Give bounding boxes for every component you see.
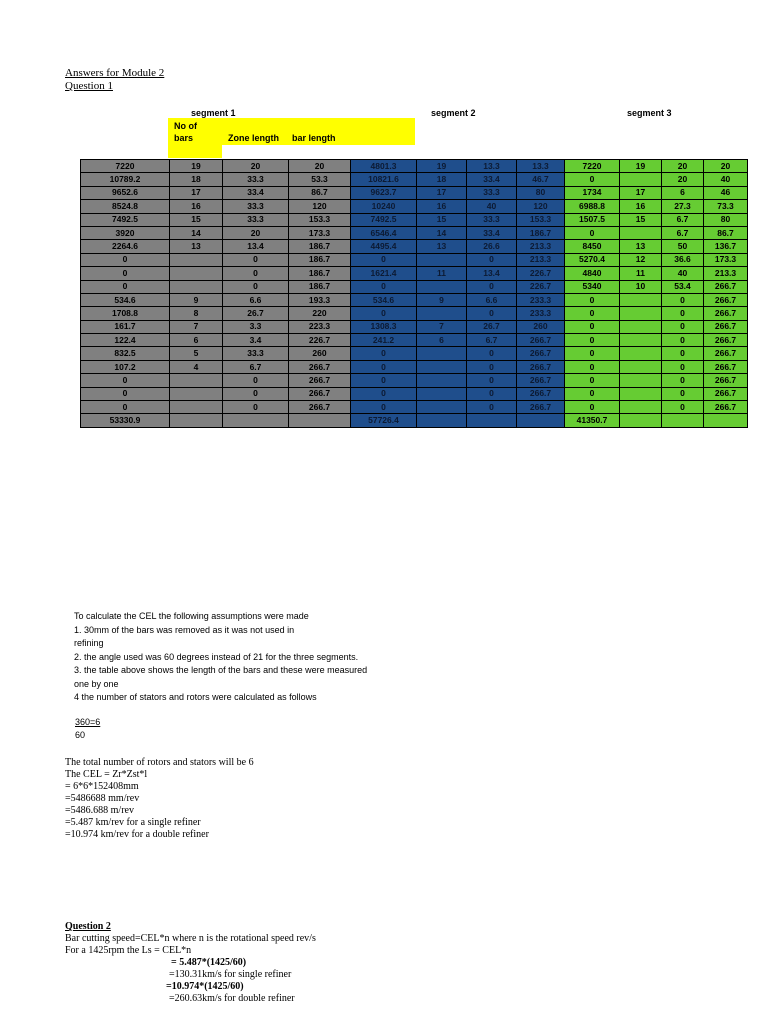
table-cell: 9 — [417, 293, 467, 306]
table-cell: 186.7 — [517, 226, 565, 239]
table-cell: 0 — [467, 401, 517, 414]
table-cell: 0 — [223, 374, 289, 387]
table-cell: 57726.4 — [351, 414, 417, 427]
table-cell: 46.7 — [517, 173, 565, 186]
table-cell: 10821.6 — [351, 173, 417, 186]
table-cell: 0 — [223, 387, 289, 400]
table-cell: 266.7 — [704, 401, 748, 414]
table-cell: 7492.5 — [81, 213, 170, 226]
table-cell: 173.3 — [289, 226, 351, 239]
table-cell: 0 — [565, 293, 620, 306]
table-row — [81, 387, 748, 400]
table-cell — [417, 347, 467, 360]
table-cell: 213.3 — [517, 253, 565, 266]
table-cell: 832.5 — [81, 347, 170, 360]
table-row — [81, 186, 748, 199]
table-cell: 120 — [289, 200, 351, 213]
table-cell: 19 — [620, 160, 662, 173]
table-cell: 4 — [170, 360, 223, 373]
table-cell: 153.3 — [289, 213, 351, 226]
table-cell: 5270.4 — [565, 253, 620, 266]
table-cell: 6.6 — [467, 293, 517, 306]
table-cell: 0 — [467, 360, 517, 373]
table-cell: 0 — [565, 387, 620, 400]
table-cell: 10240 — [351, 200, 417, 213]
table-cell: 136.7 — [704, 240, 748, 253]
table-cell — [620, 307, 662, 320]
table-cell: 266.7 — [517, 374, 565, 387]
table-cell: 0 — [223, 253, 289, 266]
q2-line: =10.974*(1425/60) — [166, 981, 244, 992]
table-cell: 5 — [170, 347, 223, 360]
table-row — [81, 334, 748, 347]
table-cell: 223.3 — [289, 320, 351, 333]
table-cell: 260 — [289, 347, 351, 360]
table-cell: 6546.4 — [351, 226, 417, 239]
table-cell: 266.7 — [704, 387, 748, 400]
table-cell: 14 — [417, 226, 467, 239]
assumptions-notes — [74, 610, 434, 705]
note-line: To calculate the CEL the following assumptions were made — [74, 611, 309, 621]
table-cell: 266.7 — [517, 387, 565, 400]
table-cell: 8 — [170, 307, 223, 320]
table-cell — [417, 401, 467, 414]
table-cell — [620, 360, 662, 373]
table-cell: 0 — [351, 280, 417, 293]
table-cell: 53330.9 — [81, 414, 170, 427]
table-cell: 8450 — [565, 240, 620, 253]
table-cell — [170, 387, 223, 400]
table-cell: 186.7 — [289, 253, 351, 266]
table-cell: 226.7 — [517, 280, 565, 293]
cel-line: =5486688 mm/rev — [65, 793, 140, 804]
table-cell — [417, 307, 467, 320]
table-cell: 4801.3 — [351, 160, 417, 173]
table-cell: 27.3 — [662, 200, 704, 213]
module-title: Answers for Module 2 — [65, 67, 165, 79]
note-line: refining — [74, 638, 104, 648]
table-cell: 7 — [417, 320, 467, 333]
table-cell: 0 — [81, 253, 170, 266]
table-cell: 36.6 — [662, 253, 704, 266]
cel-line: =5.487 km/rev for a single refiner — [65, 817, 201, 828]
table-cell: 213.3 — [704, 267, 748, 280]
table-cell: 9652.6 — [81, 186, 170, 199]
table-cell: 0 — [81, 374, 170, 387]
table-cell: 7492.5 — [351, 213, 417, 226]
table-cell: 20 — [223, 226, 289, 239]
cel-line: =10.974 km/rev for a double refiner — [65, 829, 209, 840]
table-cell: 266.7 — [704, 374, 748, 387]
col-header-bar-length: bar length — [292, 133, 336, 143]
table-cell: 6 — [662, 186, 704, 199]
table-cell: 266.7 — [517, 347, 565, 360]
table-cell: 13.4 — [223, 240, 289, 253]
table-cell — [620, 401, 662, 414]
table-cell: 266.7 — [704, 334, 748, 347]
table-cell: 33.3 — [223, 200, 289, 213]
table-cell: 17 — [620, 186, 662, 199]
table-cell: 0 — [81, 280, 170, 293]
table-cell: 0 — [662, 360, 704, 373]
table-cell: 1308.3 — [351, 320, 417, 333]
table-cell: 16 — [417, 200, 467, 213]
table-row — [81, 226, 748, 239]
table-cell: 13.3 — [517, 160, 565, 173]
table-cell: 1734 — [565, 186, 620, 199]
table-cell: 10 — [620, 280, 662, 293]
table-cell — [517, 414, 565, 427]
cel-line: = 6*6*152408mm — [65, 781, 139, 792]
table-cell: 0 — [565, 226, 620, 239]
table-cell: 7220 — [565, 160, 620, 173]
table-cell: 0 — [467, 387, 517, 400]
table-cell: 8524.8 — [81, 200, 170, 213]
table-cell: 33.3 — [223, 213, 289, 226]
table-row — [81, 401, 748, 414]
table-cell: 33.4 — [223, 186, 289, 199]
document-heading — [65, 67, 164, 93]
table-cell: 266.7 — [289, 401, 351, 414]
table-cell: 41350.7 — [565, 414, 620, 427]
table-cell: 40 — [662, 267, 704, 280]
question-1-title: Question 1 — [65, 80, 113, 92]
table-cell: 186.7 — [289, 280, 351, 293]
table-cell — [170, 414, 223, 427]
table-cell: 0 — [467, 253, 517, 266]
table-total-row — [81, 414, 748, 427]
table-cell: 33.4 — [467, 226, 517, 239]
table-cell: 266.7 — [517, 401, 565, 414]
table-row — [81, 253, 748, 266]
table-cell: 266.7 — [704, 320, 748, 333]
table-cell: 266.7 — [704, 347, 748, 360]
table-cell: 33.3 — [467, 186, 517, 199]
table-cell: 266.7 — [289, 360, 351, 373]
table-row — [81, 160, 748, 173]
table-cell: 10789.2 — [81, 173, 170, 186]
table-cell: 4840 — [565, 267, 620, 280]
table-cell: 0 — [565, 320, 620, 333]
fraction — [75, 716, 100, 742]
table-cell: 26.6 — [467, 240, 517, 253]
table-cell: 16 — [170, 200, 223, 213]
segment-3-label: segment 3 — [627, 108, 672, 118]
table-cell: 80 — [704, 213, 748, 226]
note-line: 1. 30mm of the bars was removed as it was not used in — [74, 624, 295, 635]
table-cell: 534.6 — [351, 293, 417, 306]
table-cell: 266.7 — [704, 280, 748, 293]
table-cell: 0 — [81, 387, 170, 400]
table-cell: 13.3 — [467, 160, 517, 173]
table-cell: 26.7 — [223, 307, 289, 320]
q2-line: For a 1425rpm the Ls = CEL*n — [65, 945, 192, 956]
note-line: one by one — [74, 678, 119, 689]
table-cell — [620, 226, 662, 239]
table-cell: 0 — [351, 401, 417, 414]
table-cell: 86.7 — [704, 226, 748, 239]
table-cell: 226.7 — [289, 334, 351, 347]
table-cell — [417, 280, 467, 293]
question-2-section — [65, 921, 316, 1005]
table-cell: 2264.6 — [81, 240, 170, 253]
table-cell: 534.6 — [81, 293, 170, 306]
table-cell — [467, 414, 517, 427]
table-cell — [417, 414, 467, 427]
table-cell: 53.4 — [662, 280, 704, 293]
table-cell: 15 — [170, 213, 223, 226]
table-cell: 0 — [565, 307, 620, 320]
table-cell: 15 — [620, 213, 662, 226]
bar-length-table — [80, 159, 748, 428]
table-cell: 19 — [170, 160, 223, 173]
table-cell — [289, 414, 351, 427]
table-row — [81, 374, 748, 387]
table-cell: 16 — [620, 200, 662, 213]
table-row — [81, 213, 748, 226]
table-cell: 0 — [351, 387, 417, 400]
table-cell: 220 — [289, 307, 351, 320]
table-cell: 0 — [223, 401, 289, 414]
table-cell — [620, 173, 662, 186]
table-cell: 0 — [351, 347, 417, 360]
table-cell: 50 — [662, 240, 704, 253]
table-cell: 0 — [662, 320, 704, 333]
table-cell: 6 — [417, 334, 467, 347]
table-cell: 0 — [565, 360, 620, 373]
table-cell: 213.3 — [517, 240, 565, 253]
table-row — [81, 267, 748, 280]
table-cell: 186.7 — [289, 267, 351, 280]
table-cell: 13 — [620, 240, 662, 253]
table-cell: 73.3 — [704, 200, 748, 213]
table-cell: 0 — [565, 334, 620, 347]
table-cell: 9 — [170, 293, 223, 306]
note-line: 4 the number of stators and rotors were calculated as follows — [74, 692, 317, 702]
table-cell: 9623.7 — [351, 186, 417, 199]
table-cell: 6988.8 — [565, 200, 620, 213]
segment-1-label: segment 1 — [191, 108, 236, 118]
table-cell: 1507.5 — [565, 213, 620, 226]
table-cell: 17 — [170, 186, 223, 199]
table-cell: 0 — [467, 280, 517, 293]
table-cell: 86.7 — [289, 186, 351, 199]
table-cell: 266.7 — [289, 387, 351, 400]
q2-line: =130.31km/s for single refiner — [169, 969, 292, 980]
table-cell: 0 — [662, 293, 704, 306]
table-cell: 0 — [662, 374, 704, 387]
table-row — [81, 347, 748, 360]
table-cell: 161.7 — [81, 320, 170, 333]
table-cell: 120 — [517, 200, 565, 213]
table-cell: 173.3 — [704, 253, 748, 266]
table-cell: 122.4 — [81, 334, 170, 347]
table-cell: 0 — [662, 401, 704, 414]
table-cell: 0 — [467, 347, 517, 360]
table-cell — [620, 347, 662, 360]
table-cell — [620, 320, 662, 333]
table-cell: 0 — [351, 253, 417, 266]
table-cell: 0 — [81, 267, 170, 280]
table-cell: 12 — [620, 253, 662, 266]
table-cell: 0 — [662, 387, 704, 400]
cel-line: The total number of rotors and stators will be 6 — [65, 757, 254, 768]
table-cell: 266.7 — [517, 334, 565, 347]
table-cell: 20 — [662, 173, 704, 186]
table-cell: 266.7 — [704, 307, 748, 320]
table-cell: 11 — [620, 267, 662, 280]
table-cell: 3.3 — [223, 320, 289, 333]
table-cell: 153.3 — [517, 213, 565, 226]
table-row — [81, 293, 748, 306]
table-cell — [662, 414, 704, 427]
table-row — [81, 173, 748, 186]
table-cell: 13 — [417, 240, 467, 253]
table-cell: 0 — [662, 307, 704, 320]
table-row — [81, 240, 748, 253]
table-cell — [620, 293, 662, 306]
table-cell: 260 — [517, 320, 565, 333]
fraction-denominator: 60 — [75, 730, 86, 740]
table-cell: 6.7 — [223, 360, 289, 373]
table-cell: 6 — [170, 334, 223, 347]
table-cell: 13 — [170, 240, 223, 253]
table-cell: 80 — [517, 186, 565, 199]
table-cell — [417, 360, 467, 373]
table-cell: 266.7 — [704, 360, 748, 373]
cel-line: The CEL = Zr*Zst*l — [65, 769, 148, 780]
table-cell: 0 — [565, 401, 620, 414]
table-cell: 20 — [662, 160, 704, 173]
table-row — [81, 307, 748, 320]
table-cell — [417, 374, 467, 387]
table-cell: 6.7 — [467, 334, 517, 347]
table-cell: 7 — [170, 320, 223, 333]
note-line: 2. the angle used was 60 degrees instead of 21 for the three segments. — [74, 651, 359, 662]
table-cell: 6.7 — [662, 226, 704, 239]
table-cell: 0 — [223, 267, 289, 280]
table-cell: 266.7 — [704, 293, 748, 306]
segment-2-label: segment 2 — [431, 108, 476, 118]
table-cell: 6.6 — [223, 293, 289, 306]
table-cell: 3.4 — [223, 334, 289, 347]
table-cell — [620, 387, 662, 400]
table-cell — [170, 374, 223, 387]
col-header-no-of-bars: No of bars — [174, 121, 197, 143]
cel-calculation — [65, 757, 254, 841]
table-cell: 20 — [704, 160, 748, 173]
table-cell: 233.3 — [517, 307, 565, 320]
table-cell — [704, 414, 748, 427]
table-cell — [170, 280, 223, 293]
header-highlight-extension — [168, 145, 222, 158]
table-cell: 1708.8 — [81, 307, 170, 320]
table-row — [81, 360, 748, 373]
table-cell: 7220 — [81, 160, 170, 173]
table-cell: 26.7 — [467, 320, 517, 333]
table-cell: 233.3 — [517, 293, 565, 306]
table-cell: 226.7 — [517, 267, 565, 280]
table-cell: 0 — [662, 347, 704, 360]
table-cell: 33.3 — [467, 213, 517, 226]
table-cell: 18 — [170, 173, 223, 186]
table-cell: 3920 — [81, 226, 170, 239]
note-line: 3. the table above shows the length of the bars and these were measured — [74, 665, 368, 675]
table-cell: 193.3 — [289, 293, 351, 306]
table-cell — [223, 414, 289, 427]
table-cell — [620, 334, 662, 347]
table-cell: 1621.4 — [351, 267, 417, 280]
table-cell: 241.2 — [351, 334, 417, 347]
table-cell: 0 — [565, 374, 620, 387]
table-cell — [170, 267, 223, 280]
table-cell: 20 — [223, 160, 289, 173]
col-header-zone-length: Zone length — [228, 133, 279, 143]
table-cell: 107.2 — [81, 360, 170, 373]
table-cell: 4495.4 — [351, 240, 417, 253]
table-cell: 40 — [467, 200, 517, 213]
fraction-numerator: 360=6 — [75, 717, 101, 727]
question-2-title: Question 2 — [65, 921, 111, 932]
table-row — [81, 280, 748, 293]
table-cell: 0 — [467, 307, 517, 320]
table-row — [81, 320, 748, 333]
table-cell: 266.7 — [289, 374, 351, 387]
table-cell: 0 — [81, 401, 170, 414]
table-cell: 0 — [351, 307, 417, 320]
table-cell: 19 — [417, 160, 467, 173]
q2-line: Bar cutting speed=CEL*n where n is the rotational speed rev/s — [65, 933, 316, 944]
table-cell — [417, 387, 467, 400]
table-cell: 0 — [351, 360, 417, 373]
table-cell: 40 — [704, 173, 748, 186]
table-cell: 15 — [417, 213, 467, 226]
table-cell: 186.7 — [289, 240, 351, 253]
table-cell: 33.3 — [223, 347, 289, 360]
table-cell: 33.4 — [467, 173, 517, 186]
table-cell — [620, 374, 662, 387]
table-cell: 5340 — [565, 280, 620, 293]
table-cell: 14 — [170, 226, 223, 239]
q2-line: =260.63km/s for double refiner — [169, 993, 295, 1004]
table-cell: 17 — [417, 186, 467, 199]
table-cell: 20 — [289, 160, 351, 173]
table-cell: 266.7 — [517, 360, 565, 373]
table-cell: 0 — [565, 173, 620, 186]
table-cell: 33.3 — [223, 173, 289, 186]
table-cell: 13.4 — [467, 267, 517, 280]
cel-line: =5486.688 m/rev — [65, 805, 134, 816]
table-cell: 53.3 — [289, 173, 351, 186]
table-cell: 46 — [704, 186, 748, 199]
table-cell — [620, 414, 662, 427]
table-row — [81, 200, 748, 213]
table-cell — [417, 253, 467, 266]
table-cell: 0 — [662, 334, 704, 347]
table-cell: 0 — [467, 374, 517, 387]
table-cell: 18 — [417, 173, 467, 186]
table-cell: 0 — [223, 280, 289, 293]
table-cell: 0 — [565, 347, 620, 360]
table-cell: 0 — [351, 374, 417, 387]
table-cell — [170, 253, 223, 266]
table-cell: 6.7 — [662, 213, 704, 226]
q2-line: = 5.487*(1425/60) — [171, 957, 247, 968]
table-cell — [170, 401, 223, 414]
table-cell: 11 — [417, 267, 467, 280]
